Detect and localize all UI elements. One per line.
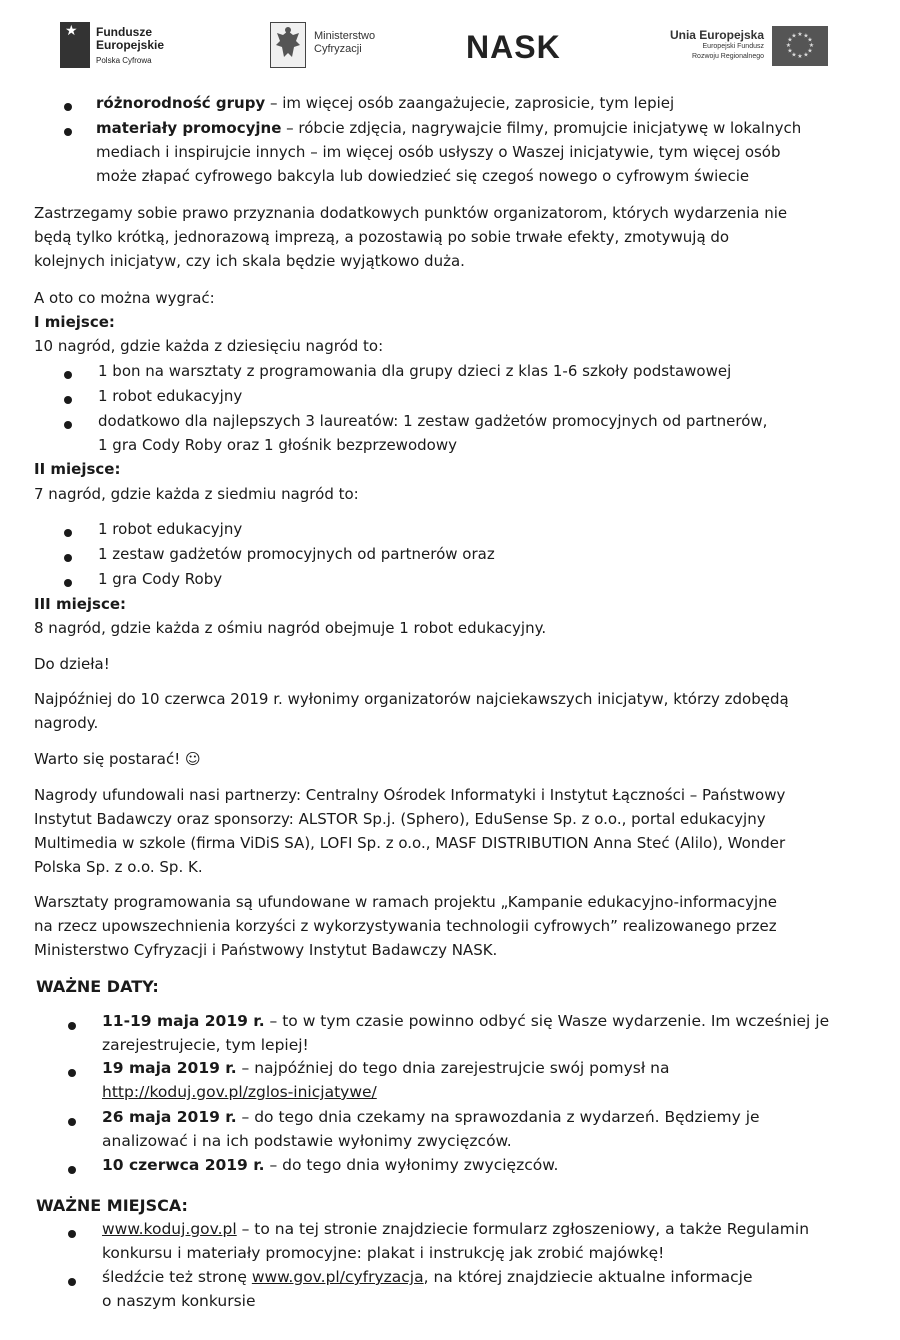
workshops-line-3: Ministerstwo Cyfryzacji i Państwowy Instytut Badawczy NASK.	[34, 941, 498, 959]
list-item-promo: materiały promocyjne – róbcie zdjęcia, nagrywajcie filmy, promujcie inicjatywę w lokalnych	[96, 119, 802, 137]
third-place-text: 8 nagród, gdzie każda z ośmiu nagród obejmuje 1 robot edukacyjny.	[34, 619, 547, 637]
mc-line-2: Cyfryzacji	[314, 43, 362, 55]
first-place-item-line-2: 1 gra Cody Roby oraz 1 głośnik bezprzewodowy	[98, 436, 457, 454]
svg-text:★: ★	[803, 32, 809, 40]
eu-flag-icon	[772, 26, 828, 66]
place-item-line-2: konkursu i materiały promocyjne: plakat i instrukcję jak zrobić majówkę!	[102, 1244, 665, 1262]
bullet-icon	[64, 554, 72, 562]
svg-text:★: ★	[807, 36, 813, 44]
sponsors-line-2: Instytut Badawczy oraz sponsorzy: ALSTOR Sp.j. (Sphero), EduSense Sp. z o.o., portal edukacyjny	[34, 810, 766, 828]
eu-line-1: Europejski Fundusz	[702, 43, 764, 50]
bullet-icon	[68, 1118, 76, 1126]
svg-text:★: ★	[803, 51, 809, 59]
eu-line-2: Rozwoju Regionalnego	[692, 53, 764, 60]
list-item-diversity: różnorodność grupy – im więcej osób zaangażujecie, zaprosicie, tym lepiej	[96, 94, 675, 112]
bullet-icon	[68, 1278, 76, 1286]
do-dziela: Do dzieła!	[34, 655, 110, 673]
bullet-icon	[64, 421, 72, 429]
svg-text:★: ★	[787, 47, 793, 55]
svg-text:★: ★	[808, 42, 815, 49]
svg-text:★: ★	[785, 42, 792, 49]
first-place-heading: I miejsce:	[34, 313, 115, 331]
bullet-icon	[68, 1166, 76, 1174]
bullet-icon	[64, 579, 72, 587]
svg-text:★: ★	[797, 31, 803, 38]
places-heading: WAŻNE MIEJSCA:	[36, 1196, 188, 1215]
workshops-line-2: na rzecz upowszechnienia korzyści z wykorzystywania technologii cyfrowych” realizowanego przez	[34, 917, 777, 935]
unia-europejska-logo	[648, 22, 828, 72]
bullet-icon	[68, 1022, 76, 1030]
deadline-line-2: nagrody.	[34, 714, 99, 732]
workshops-line-1: Warsztaty programowania są ufundowane w ramach projektu „Kampanie edukacyjno-informacyjne	[34, 893, 777, 911]
sponsors-line-4: Polska Sp. z o.o. Sp. K.	[34, 858, 203, 876]
cyfryzacja-link[interactable]: www.gov.pl/cyfryzacja	[251, 1268, 424, 1286]
warto: Warto się postarać! ☺	[34, 750, 201, 768]
fe-subtitle: Polska Cyfrowa	[96, 56, 152, 65]
koduj-link[interactable]: www.koduj.gov.pl	[102, 1220, 237, 1238]
bullet-icon	[64, 529, 72, 537]
zglos-inicjatywe-link[interactable]: http://koduj.gov.pl/zglos-inicjatywe/	[102, 1083, 377, 1101]
fe-title-2: Europejskie	[96, 38, 165, 52]
second-place-item: 1 robot edukacyjny	[98, 520, 243, 538]
first-place-text: 10 nagród, gdzie każda z dziesięciu nagród to:	[34, 337, 384, 355]
eagle-emblem-icon	[270, 22, 306, 68]
date-item: 26 maja 2019 r. – do tego dnia czekamy na sprawozdania z wydarzeń. Będziemy je	[102, 1108, 760, 1126]
logo-bar	[0, 0, 900, 82]
prizes-intro: A oto co można wygrać:	[34, 289, 215, 307]
date-item-line-2: zarejestrujecie, tym lepiej!	[102, 1036, 309, 1054]
bullet-icon	[64, 396, 72, 404]
bullet-icon	[64, 371, 72, 379]
deadline-line-1: Najpóźniej do 10 czerwca 2019 r. wyłonimy organizatorów najciekawszych inicjatyw, którzy zdobędą	[34, 690, 789, 708]
fundusze-europejskie-logo	[60, 22, 200, 72]
place-item: śledźcie też stronę www.gov.pl/cyfryzacja, na której znajdziecie aktualne informacje	[102, 1268, 753, 1286]
svg-text:★: ★	[807, 47, 813, 55]
second-place-text: 7 nagród, gdzie każda z siedmiu nagród to:	[34, 485, 359, 503]
first-place-item: dodatkowo dla najlepszych 3 laureatów: 1 zestaw gadżetów promocyjnych od partnerów,	[98, 412, 768, 430]
fe-title: Fundusze	[96, 25, 152, 39]
second-place-item: 1 zestaw gadżetów promocyjnych od partnerów oraz	[98, 545, 495, 563]
bullet-icon	[64, 103, 72, 111]
second-place-item: 1 gra Cody Roby	[98, 570, 223, 588]
bullet-icon	[64, 128, 72, 136]
mc-line-1: Ministerstwo	[314, 30, 376, 42]
para-reserve-line-1: Zastrzegamy sobie prawo przyznania dodatkowych punktów organizatorom, których wydarzenia nie	[34, 204, 788, 222]
dates-heading: WAŻNE DATY:	[36, 977, 159, 996]
fe-emblem-icon: ★	[60, 22, 90, 68]
third-place-heading: III miejsce:	[34, 595, 127, 613]
eu-title: Unia Europejska	[669, 28, 764, 42]
second-place-heading: II miejsce:	[34, 460, 121, 478]
bullet-icon	[68, 1069, 76, 1077]
place-item: www.koduj.gov.pl – to na tej stronie znajdziecie formularz zgłoszeniowy, a także Regulamin	[102, 1220, 810, 1238]
nask-logo: NASK	[466, 29, 561, 65]
para-reserve-line-3: kolejnych inicjatyw, czy ich skala będzie wyjątkowo duża.	[34, 252, 465, 270]
first-place-item: 1 robot edukacyjny	[98, 387, 243, 405]
sponsors-line-1: Nagrody ufundowali nasi partnerzy: Centralny Ośrodek Informatyki i Instytut Łączności – Państwowy	[34, 786, 786, 804]
bullet-icon	[68, 1230, 76, 1238]
svg-text:★: ★	[787, 36, 793, 44]
sponsors-line-3: Multimedia w szkole (firma ViDiS SA), LOFI Sp. z o.o., MASF DISTRIBUTION Anna Steć (Alilo), Wonder	[34, 834, 786, 852]
place-item-line-2: o naszym konkursie	[102, 1292, 256, 1310]
date-item: 19 maja 2019 r. – najpóźniej do tego dnia zarejestrujcie swój pomysł na	[102, 1059, 670, 1077]
date-item-line-2: analizować i na ich podstawie wyłonimy zwycięzców.	[102, 1132, 512, 1150]
svg-text:★: ★	[797, 53, 803, 60]
list-item-promo-line-2: mediach i inspirujcie innych – im więcej osób usłyszy o Waszej inicjatywie, tym więcej osób	[96, 143, 781, 161]
first-place-item: 1 bon na warsztaty z programowania dla grupy dzieci z klas 1-6 szkoły podstawowej	[98, 362, 732, 380]
date-item: 11-19 maja 2019 r. – to w tym czasie powinno odbyć się Wasze wydarzenie. Im wcześniej je	[102, 1012, 830, 1030]
date-item: 10 czerwca 2019 r. – do tego dnia wyłonimy zwycięzców.	[102, 1156, 559, 1174]
para-reserve-line-2: będą tylko krótką, jednorazową imprezą, a pozostawią po sobie trwałe efekty, zmotywują do	[34, 228, 730, 246]
svg-text:★: ★	[791, 32, 797, 40]
svg-text:★: ★	[791, 51, 797, 59]
ministerstwo-cyfryzacji-logo	[270, 22, 400, 72]
list-item-promo-line-3: może złapać cyfrowego bakcyla lub dowiedzieć się czegoś nowego o cyfrowym świecie	[96, 167, 750, 185]
